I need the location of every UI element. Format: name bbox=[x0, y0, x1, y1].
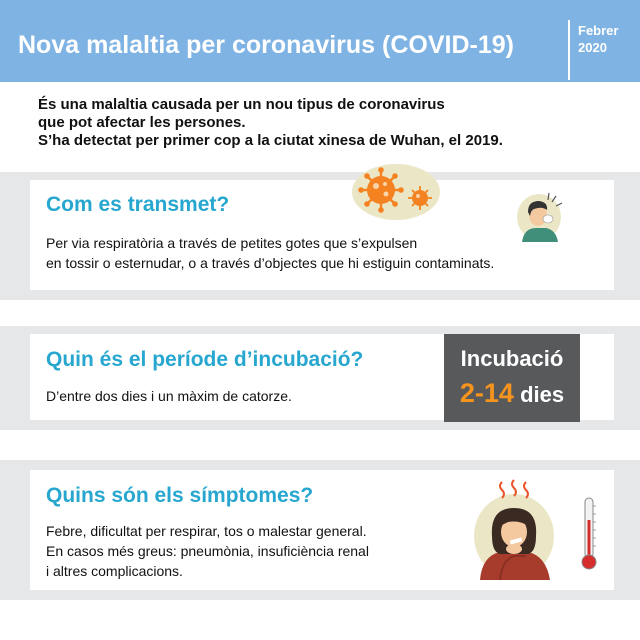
incubation-range: 2-14 bbox=[459, 378, 514, 408]
page-title: Nova malaltia per coronavirus (COVID-19) bbox=[18, 31, 514, 59]
incubation-unit: dies bbox=[520, 382, 565, 407]
symptoms-line: i altres complicacions. bbox=[46, 563, 183, 579]
virus-illustration bbox=[348, 160, 444, 222]
symptoms-body bbox=[46, 521, 369, 581]
transmission-line: Per via respiratòria a través de petites gotes que s’expulsen bbox=[46, 235, 418, 251]
transmission-body bbox=[46, 233, 494, 273]
date-year: 2020 bbox=[578, 40, 607, 55]
virus-large-icon bbox=[358, 167, 404, 213]
transmission-line: en tossir o esternudar, o a través d’objectes que hi estiguin contaminats. bbox=[46, 255, 495, 271]
incubation-period-box bbox=[444, 334, 580, 422]
intro-text bbox=[38, 96, 628, 150]
symptoms-title: Quins són els símptomes? bbox=[46, 484, 314, 507]
intro-line: S’ha detectat per primer cop a la ciutat xinesa de Wuhan, el 2019. bbox=[38, 132, 503, 149]
intro-line: que pot afectar les persones. bbox=[38, 114, 246, 131]
symptoms-line: En casos més greus: pneumònia, insuficiència renal bbox=[46, 543, 369, 559]
intro-line: És una malaltia causada per un nou tipus de coronavirus bbox=[38, 96, 445, 113]
transmission-title: Com es transmet? bbox=[46, 193, 230, 216]
incubation-body bbox=[46, 386, 292, 406]
symptoms-line: Febre, dificultat per respirar, tos o malestar general. bbox=[46, 523, 367, 539]
incubation-box-label: Incubació bbox=[460, 346, 564, 371]
incubation-line: D’entre dos dies i un màxim de catorze. bbox=[46, 388, 292, 404]
header-date bbox=[578, 22, 618, 56]
incubation-box-value bbox=[444, 378, 580, 409]
sneezing-person-illustration bbox=[514, 188, 564, 242]
thermometer-icon bbox=[578, 496, 600, 572]
header-banner bbox=[0, 0, 640, 82]
header-divider bbox=[568, 20, 570, 80]
date-month: Febrer bbox=[578, 23, 619, 38]
incubation-title: Quin és el període d’incubació? bbox=[46, 348, 364, 371]
sick-person-illustration bbox=[470, 476, 560, 586]
